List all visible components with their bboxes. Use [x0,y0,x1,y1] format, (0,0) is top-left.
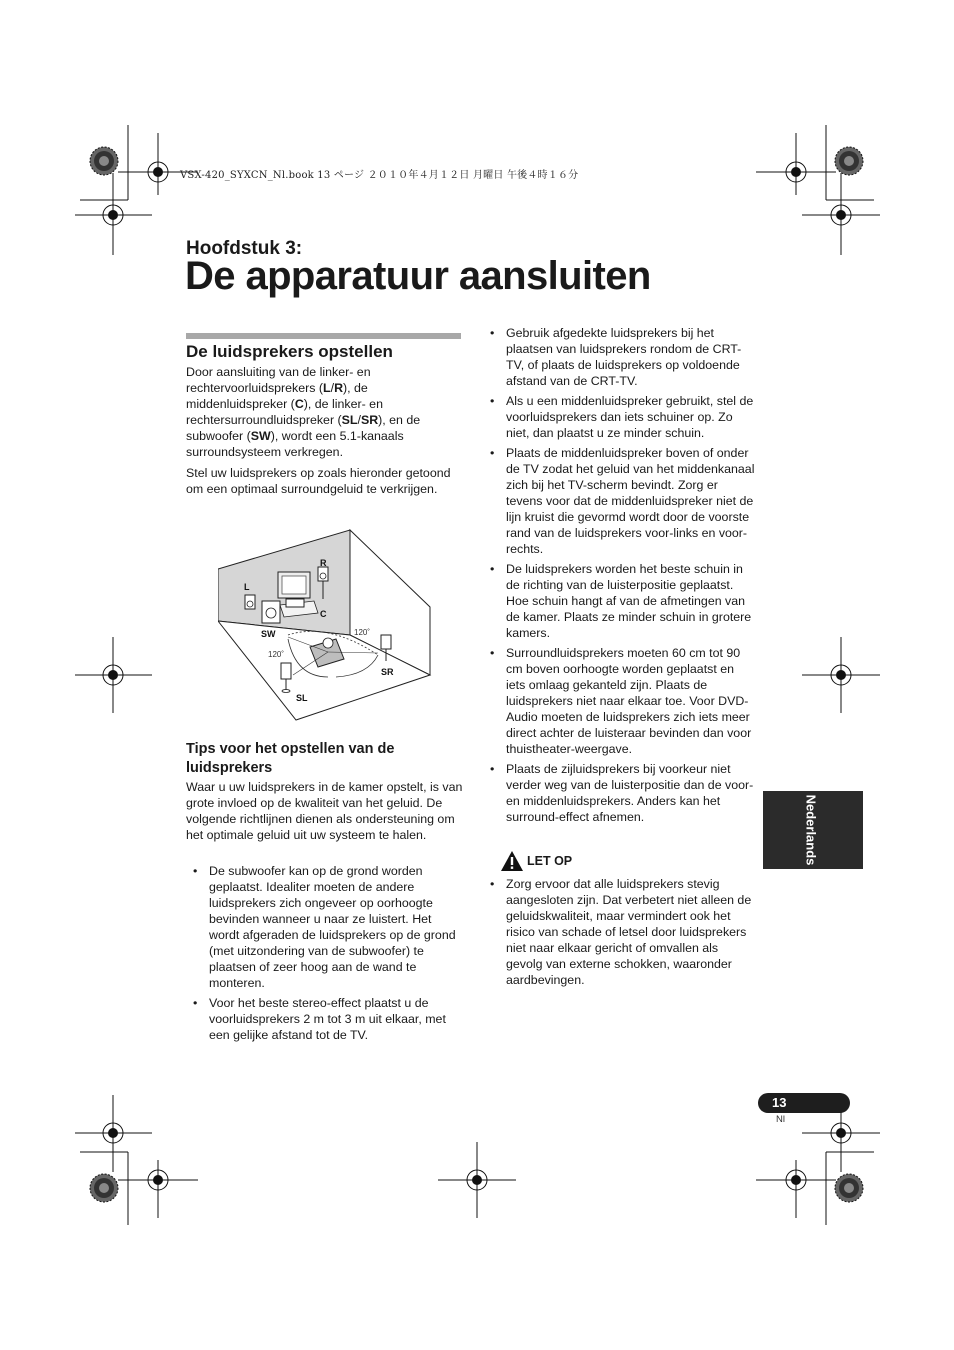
language-tab [763,791,863,869]
tips-intro: Waar u uw luidsprekers in de kamer opstelt, is van grote invloed op de kwaliteit van het geluid. De volgende richtlijnen dienen als ondersteuning om het optimale geluid uit uw systeem te halen. [186,780,463,842]
list-item: • Voor het beste stereo-effect plaatst u de voorluidsprekers 2 m tot 3 m uit elkaar, met een gelijke afstand tot de TV. [193,996,446,1042]
subwoofer-icon [262,601,280,623]
crop-mark-icon [75,125,198,255]
registration-mark-icon [90,147,118,175]
registration-mark-icon [90,1174,118,1202]
language-label: Nederlands [803,794,819,866]
page-number: 13 [772,1095,787,1110]
label-l: L [244,582,250,592]
caution-list [490,876,756,992]
page-number-badge [758,1093,850,1113]
list-item: • De luidsprekers worden het beste schuin in de richting van de luisterpositie geplaatst. Hoe schuin hangt af van de afmetingen van de kamer. Plaats ze minder schuin in grotere kamers. [490,562,752,640]
registration-mark-icon [835,1174,863,1202]
crop-mark-icon [756,125,880,255]
page-language-code: Nl [776,1114,785,1125]
list-item: • De subwoofer kan op de grond worden geplaatst. Idealiter moeten de andere luidsprekers zich ongeveer op oorhoogte bevinden wanneer u naar ze luistert. Het wordt afgeraden de luidsprekers op de grond (met uitzondering van de subwoofer) te plaatsen of zeer hoog aan de wand te monteren. [193,864,456,990]
speaker-center-icon [286,599,304,607]
tips-list-left [193,863,464,1047]
speaker-surround-left-icon [281,663,291,679]
crop-mark-icon [756,1095,880,1225]
label-sr: SR [381,667,394,677]
label-sl: SL [296,693,308,703]
intro-paragraph: Door aansluiting van de linker- en rechtervoorluidsprekers (L/R), de middenluidspreker (C), de linker- en rechtersurroundluidspreker (SL/SR), en de subwoofer (SW), wordt een 5.1-kanaals surroundsysteem verkregen. [186,365,421,459]
caution-label: LET OP [527,854,573,868]
intro-paragraph-2: Stel uw luidsprekers op zoals hieronder getoond om een optimaal surroundgeluid te verkrijgen. [186,466,451,496]
section-divider [186,333,461,339]
angle-left-label: 120˚ [268,650,285,659]
list-item: • Gebruik afgedekte luidsprekers bij het plaatsen van luidsprekers rondom de CRT-TV, of plaats de luidsprekers op voldoende afstand van de CRT-TV. [490,326,742,388]
list-item: • Als u een middenluidspreker gebruikt, stel de voorluidsprekers dan iets schuiner op. Zo niet, dan plaatst u ze minder schuin. [490,394,754,440]
list-item: • Surroundluidsprekers moeten 60 cm tot 90 cm boven oorhoogte worden geplaatst en iets omlaag gekanteld zijn. Plaats de luidsprekers niet naar elkaar toe. Voor DVD-Audio moeten de luidsprekers zich iets meer direct achter de luisteraar bevinden dan voor thuistheater-weergave. [490,646,752,756]
list-item: • Plaats de middenluidspreker boven of onder de TV zodat het geluid van het middenkanaal zich bij het TV-scherm bevindt. Zorg er tevens voor dat de middenluidspreker niet de lijn kruist die gevormd wordt door de voorste rand van de luidsprekers voor-links en voor-rechts. [490,446,755,556]
warning-triangle-icon [500,850,524,872]
angle-right-label: 120˚ [354,628,371,637]
list-item: • Zorg ervoor dat alle luidsprekers stevig aangesloten zijn. Dat verbetert niet alleen de geluidskwaliteit, maar vermindert ook het risico van schade of letsel door luidsprekers niet naar elkaar gericht of omvallen als gevolg van externe schokken, waaronder aardbevingen. [490,877,752,987]
file-header: VSX-420_SYXCN_Nl.book 13 ページ ２０１０年４月１２日 月曜日 午後４時１６分 [180,170,579,181]
tips-list-right [490,325,756,829]
label-sw: SW [261,629,276,639]
tips-heading: Tips voor het opstellen van de luidsprekers [186,741,395,776]
speaker-surround-right-icon [381,635,391,649]
label-c: C [320,609,327,619]
registration-mark-icon [835,147,863,175]
chapter-title: De apparatuur aansluiten [185,254,651,298]
label-r: R [320,558,327,568]
crop-mark-icon [75,1095,198,1225]
speaker-layout-diagram [218,527,438,722]
section-title: De luidsprekers opstellen [186,342,393,361]
chapter-label: Hoofdstuk 3: [186,238,303,259]
list-item: • Plaats de zijluidsprekers bij voorkeur niet verder weg van de luisterpositie dan de voor- en middenluidsprekers. Anders kan het surround-effect afnemen. [490,762,754,824]
